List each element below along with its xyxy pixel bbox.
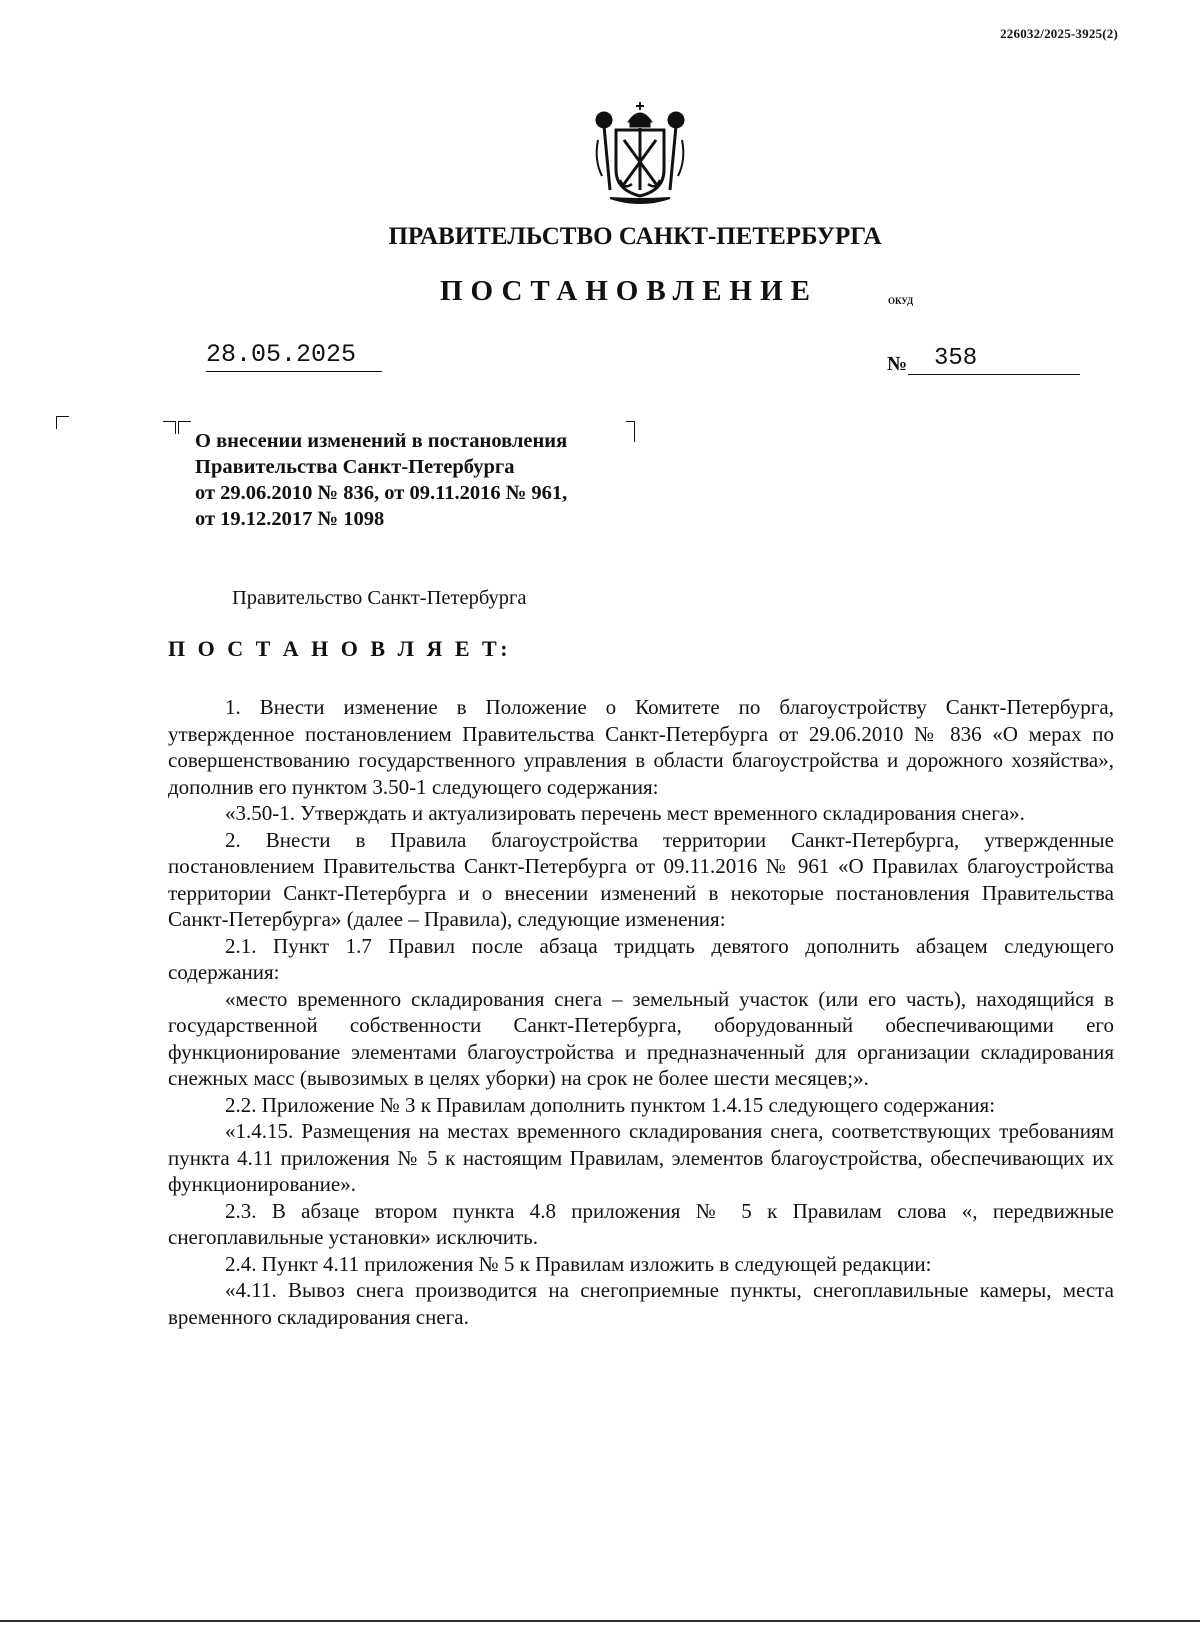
bracket-mark [626,421,635,442]
paragraph: «место временного складирования снега – земельный участок (или его часть), находящийся в государственной собственности Санкт-Петербурга, оборудованный обеспечивающими его функционирование элементами благоустройства и предназначенный для организации складирования снежных масс (вывозимых в целях уборки) на срок не более шести месяцев;». [168,986,1114,1090]
paragraph: «4.11. Вывоз снега производится на снегоприемные пункты, снегоплавильные камеры, места временного складирования снега. [168,1278,1114,1329]
subject-line: О внесении изменений в постановления [195,430,568,452]
subject-line: от 29.06.2010 № 836, от 09.11.2016 № 961, [195,482,568,504]
bracket-mark [56,416,69,429]
bracket-mark [163,421,176,434]
bracket-mark [178,421,191,434]
paragraph: 1. Внести изменение в Положение о Комитете по благоустройству Санкт-Петербурга, утвержденное постановлением Правительства Санкт-Петербурга от 29.06.2010 № 836 «О мерах по совершенствованию государственного управления в области благоустройства и дорожного хозяйства», дополнив его пунктом 3.50-1 следующего содержания: [168,695,1114,799]
paragraph: 2.2. Приложение № 3 к Правилам дополнить пунктом 1.4.15 следующего содержания: [225,1092,996,1117]
subject-line: Правительства Санкт-Петербурга [195,456,515,478]
coat-of-arms-icon [590,100,690,210]
document-date: 28.05.2025 [206,340,382,372]
document-type: ПОСТАНОВЛЕНИЕ [440,275,819,307]
paragraph: «1.4.15. Размещения на местах временного складирования снега, соответствующих требованиям пункта 4.11 приложения № 5 к настоящим Правилам, элементов благоустройства, обеспечивающих их функционирование». [168,1119,1114,1196]
preamble: Правительство Санкт-Петербурга [232,587,527,609]
government-title: ПРАВИТЕЛЬСТВО САНКТ-ПЕТЕРБУРГА [388,223,882,250]
paragraph: «3.50-1. Утверждать и актуализировать перечень мест временного складирования снега». [225,801,1025,825]
okud-label: ОКУД [888,296,914,306]
document-subject [195,428,567,532]
paragraph: 2.4. Пункт 4.11 приложения № 5 к Правилам изложить в следующей редакции: [225,1251,932,1276]
paragraph: 2.3. В абзаце втором пункта 4.8 приложения № 5 к Правилам слова «, передвижные снегоплавильные установки» исключить. [168,1198,1114,1249]
page-edge-line [0,1620,1200,1622]
paragraph: 2.1. Пункт 1.7 Правил после абзаца тридцать девятого дополнить абзацем следующего содержания: [168,933,1114,984]
subject-line: от 19.12.2017 № 1098 [195,508,385,530]
number-label: № [887,353,908,375]
resolves-heading: П О С Т А Н О В Л Я Е Т: [168,636,512,661]
document-body [168,694,1114,1330]
registration-number: 226032/2025-3925(2) [1000,26,1118,41]
paragraph: 2. Внести в Правила благоустройства территории Санкт-Петербурга, утвержденные постановлением Правительства Санкт-Петербурга от 09.11.2016 № 961 «О Правилах благоустройства территории Санкт-Петербурга и о внесении изменений в некоторые постановления Правительства Санкт-Петербурга» (далее – Правила), следующие изменения: [168,827,1114,931]
document-number: 358 [908,345,1080,375]
